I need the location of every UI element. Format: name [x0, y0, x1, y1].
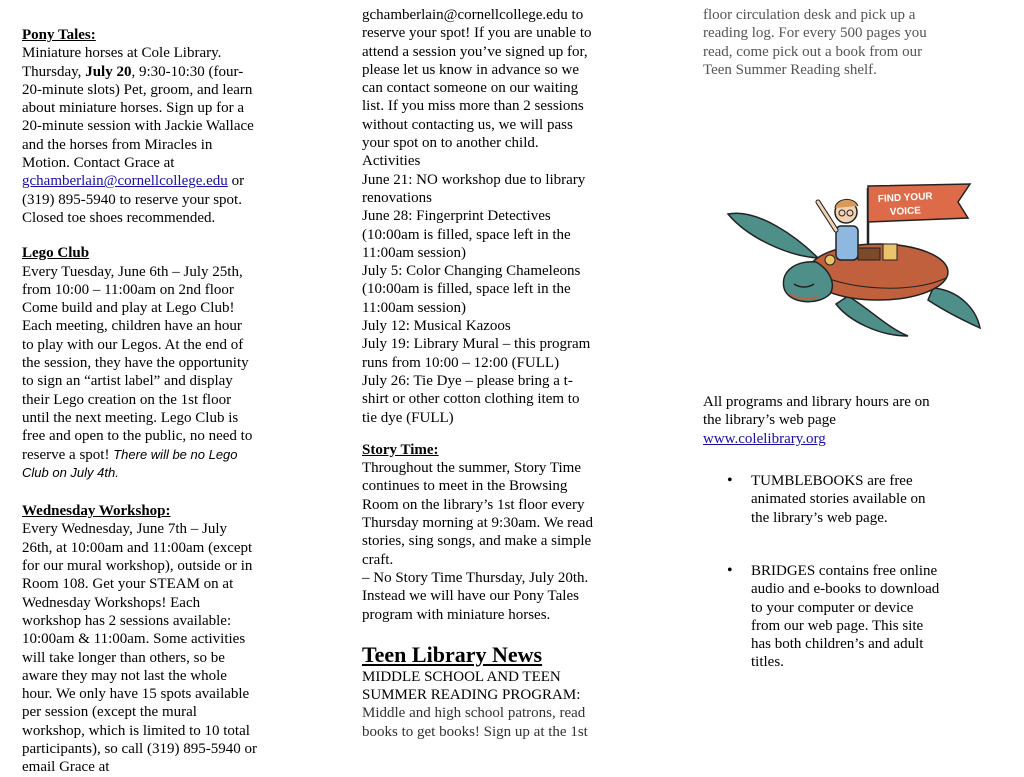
workshop-cont-line: list. If you miss more than 2 sessions	[362, 98, 584, 115]
activities-line: July 19: Library Mural – this program	[362, 336, 591, 353]
story-line: Thursday morning at 9:30am. We read	[362, 515, 593, 532]
lego-club-heading: Lego Club	[22, 245, 90, 262]
lego-line: until the next meeting. Lego Club is	[22, 409, 239, 426]
pony-line: 20-minute slots) Pet, groom, and learn	[22, 81, 253, 98]
activities-line: June 21: NO workshop due to library	[362, 171, 586, 188]
workshop-cont-line: reserve your spot! If you are unable to	[362, 25, 592, 42]
activities-line: July 5: Color Changing Chameleons	[362, 263, 581, 280]
workshop-line: workshop has 2 sessions available:	[22, 612, 232, 629]
lego-line: their Lego creation on the 1st floor	[22, 391, 232, 408]
activities-line: runs from 10:00 – 12:00 (FULL)	[362, 354, 560, 371]
teen-cont-line: floor circulation desk and pick up a	[703, 7, 916, 23]
workshop-line: for our mural workshop), outside or in	[22, 558, 253, 575]
pony-line: Miniature horses at Cole Library.	[22, 45, 222, 62]
story-line: continues to meet in the Browsing	[362, 478, 568, 495]
workshop-line: Every Wednesday, June 7th – July	[22, 521, 228, 538]
column-middle	[362, 6, 612, 741]
activities-line: Activities	[362, 153, 421, 170]
lego-line: to play with our Legos. At the end of	[22, 336, 244, 353]
activities-line: June 28: Fingerprint Detectives	[362, 208, 551, 225]
column-left	[22, 26, 274, 777]
story-time-heading: Story Time:	[362, 441, 439, 458]
website-link[interactable]: www.colelibrary.org	[703, 430, 826, 447]
story-line: Room on the library’s 1st floor every	[362, 496, 585, 513]
workshop-cont-line: gchamberlain@cornellcollege.edu to	[362, 7, 584, 23]
flag-text: VOICE	[889, 205, 922, 218]
workshop-line: hour. We only have 15 spots available	[22, 686, 250, 703]
pony-date: July 20	[85, 63, 132, 80]
lego-note: Club on July 4th.	[22, 464, 119, 480]
column-right	[703, 6, 963, 707]
lego-line: Every Tuesday, June 6th – July 25th,	[22, 263, 243, 280]
activities-line: (10:00am is filled, space left in the	[362, 226, 571, 243]
flag-text: FIND YOUR	[877, 191, 933, 205]
activities-line: (10:00am is filled, space left in the	[362, 281, 571, 298]
workshop-line: workshop, which is limited to 10 total	[22, 722, 250, 739]
workshop-line: participants), so call (319) 895-5940 or	[22, 740, 257, 757]
lego-line: to sign an “artist label” and display	[22, 373, 233, 390]
workshop-line: will take longer than others, so be	[22, 649, 225, 666]
workshop-cont-line: please let us know in advance so we	[362, 61, 580, 78]
pony-line: 20-minute session with Jackie Wallace	[22, 118, 254, 135]
lego-line: from 10:00 – 11:00am on 2nd floor	[22, 281, 234, 298]
teen-line: books to get books! Sign up at the 1st	[362, 723, 588, 740]
teen-cont-line: Teen Summer Reading shelf.	[703, 61, 877, 78]
email-link[interactable]: gchamberlain@cornellcollege.edu	[22, 173, 228, 190]
programs-line: the library’s web page	[703, 412, 836, 429]
workshop-cont-line: your spot on to another child.	[362, 135, 539, 152]
teen-line: Middle and high school patrons, read	[362, 705, 586, 722]
wednesday-workshop-heading: Wednesday Workshop:	[22, 503, 171, 520]
workshop-line: email Grace at	[22, 759, 110, 776]
story-line: – No Story Time Thursday, July 20th.	[362, 569, 589, 586]
workshop-line: 10:00am & 11:00am. Some activities	[22, 631, 246, 648]
teen-subheading: SUMMER READING PROGRAM:	[362, 687, 581, 704]
workshop-line: aware they may not last the whole	[22, 667, 227, 684]
story-line: Throughout the summer, Story Time	[362, 460, 581, 477]
pony-line: about miniature horses. Sign up for a	[22, 100, 245, 117]
lego-note: There will be no Lego	[113, 446, 238, 462]
workshop-cont-line: attend a session you’ve signed up for,	[362, 43, 588, 60]
lego-line: Come build and play at Lego Club!	[22, 300, 235, 317]
workshop-line: Room 108. Get your STEAM on at	[22, 576, 234, 593]
teen-cont-line: reading log. For every 500 pages you	[703, 25, 927, 42]
story-line: stories, sing songs, and make a simple	[362, 533, 592, 550]
workshop-cont-line: without contacting us, we will pass	[362, 116, 573, 133]
activities-line: tie dye (FULL)	[362, 409, 454, 426]
workshop-line: Wednesday Workshops! Each	[22, 594, 201, 611]
resources-list	[703, 472, 963, 672]
turtle-illustration	[718, 178, 984, 338]
pony-line: Motion. Contact Grace at	[22, 155, 175, 172]
lego-line: free and open to the public, no need to	[22, 428, 253, 445]
activities-line: shirt or other cotton clothing item to	[362, 391, 580, 408]
pony-line: Thursday, July 20, 9:30-10:30 (four-	[22, 63, 244, 80]
activities-line: 11:00am session)	[362, 244, 467, 261]
activities-line: 11:00am session)	[362, 299, 467, 316]
pony-line: (319) 895-5940 to reserve your spot.	[22, 191, 242, 208]
teen-cont-line: read, come pick out a book from our	[703, 43, 923, 60]
pony-line: gchamberlain@cornellcollege.edu or	[22, 173, 245, 190]
activities-line: July 12: Musical Kazoos	[362, 318, 511, 335]
lego-line: reserve a spot! There will be no Lego	[22, 446, 238, 463]
pony-line: Closed toe shoes recommended.	[22, 209, 216, 226]
activities-line: July 26: Tie Dye – please bring a t-	[362, 372, 573, 389]
pony-tales-heading: Pony Tales:	[22, 27, 96, 43]
workshop-cont-line: can contact someone on our waiting	[362, 80, 579, 97]
teen-subheading: MIDDLE SCHOOL AND TEEN	[362, 668, 561, 685]
activities-line: renovations	[362, 189, 432, 206]
list-item: • TUMBLEBOOKS are free animated stories available on the library’s web page.	[703, 472, 963, 527]
programs-line: All programs and library hours are on	[703, 394, 930, 411]
lego-line: the session, they have the opportunity	[22, 355, 249, 372]
story-line: craft.	[362, 551, 394, 568]
workshop-line: per session (except the mural	[22, 704, 197, 721]
lego-line: Each meeting, children have an hour	[22, 318, 242, 335]
list-item: • BRIDGES contains free online audio and e-books to download to your computer or device from our web page. This site has both children’s and adult titles.	[703, 562, 963, 672]
pony-line: and the horses from Miracles in	[22, 136, 213, 153]
workshop-line: 26th, at 10:00am and 11:00am (except	[22, 539, 253, 556]
story-line: program with miniature horses.	[362, 606, 551, 623]
teen-library-news-heading: Teen Library News	[362, 641, 543, 667]
story-line: Instead we will have our Pony Tales	[362, 588, 579, 605]
